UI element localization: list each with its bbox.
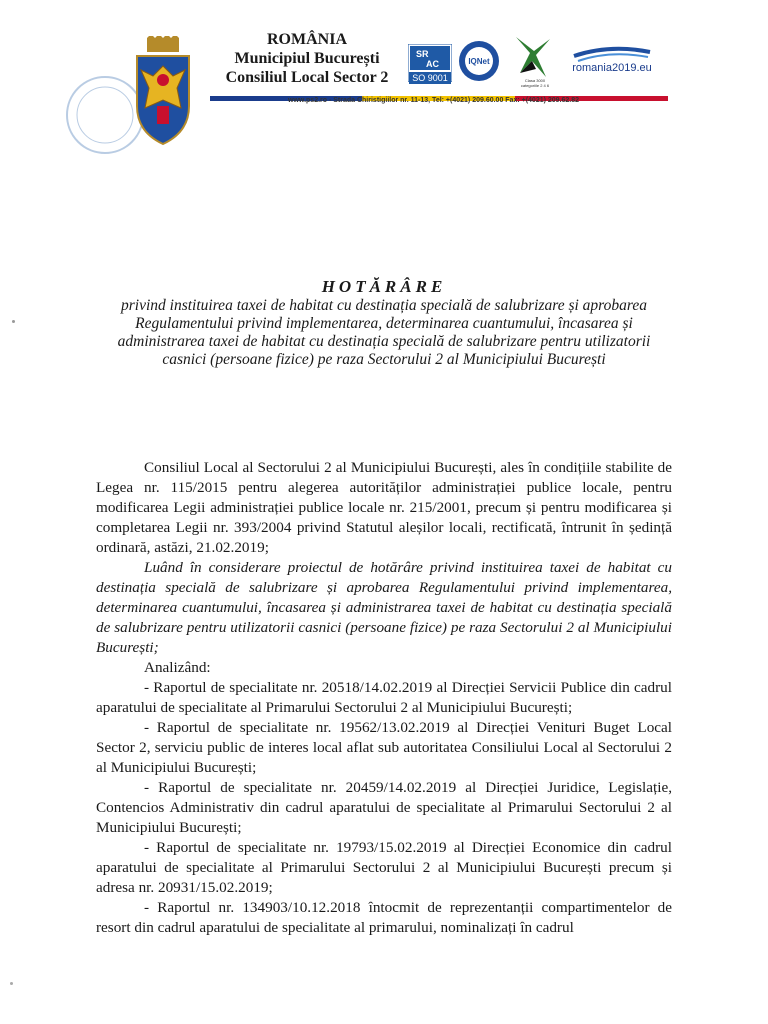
coat-of-arms-icon [133,36,193,148]
analyzing-heading: Analizând: [144,659,211,676]
document-subtitle [100,297,668,369]
romania2019-label: romania2019.eu [572,62,652,74]
subtitle-line: Regulamentului privind implementarea, determinarea cuantumului, încasarea și [135,315,633,332]
iqnet-text: IQNet [468,57,490,66]
report-item: - Raportul nr. 134903/10.12.2018 întocmit de reprezentanții compartimentelor de resort din cadrul aparatului de specialitate al primarului, nominalizați în cadrul [96,899,672,936]
document-title: HOTĂRÂRE [321,277,447,296]
scan-speck [10,982,13,985]
municipality-name: Municipiul București [234,50,380,67]
class-line-2: categoriile 2 4 6 [520,83,550,88]
document-body [96,458,672,938]
report-item: - Raportul de specialitate nr. 20518/14.02.2019 al Direcției Servicii Publice din cadrul aparatului de specialitate al Primarului Sectorului 2 al Municipiului București; [96,679,672,716]
srac-iso-label: SO 9001 [409,72,451,84]
iqnet-logo-icon [458,40,500,82]
letterhead [0,0,768,160]
council-name: Consiliul Local Sector 2 [225,69,389,86]
srac-mid-text: AC [426,59,439,69]
class-line-1: Clasa 3000 [524,78,546,83]
subtitle-line: privind instituirea taxei de habitat cu destinația specială de salubrizare și aprobarea [121,297,647,314]
scan-speck [12,320,15,323]
report-item: - Raportul de specialitate nr. 20459/14.02.2019 al Direcției Juridice, Legislație, Contencios Administrativ din cadrul aparatului de specialitate al Primarului Sectorului 2 al Municipiului București; [96,779,672,836]
subtitle-line: administrarea taxei de habitat cu destinația specială de salubrizare pentru utilizatorii [117,333,651,350]
paragraph-considering: Luând în considerare proiectul de hotărâre privind instituirea taxei de habitat cu destinația specială de salubrizare și aprobarea Regulamentului privind implementarea, determinarea cuantumului, încasarea și administrarea taxei de habitat cu destinația specială de salubrizare pentru utilizatorii casnici (persoane fizice) pe raza Sectorului 2 al Municipiului București; [96,559,672,656]
srac-top-text: SR [416,49,429,59]
institution-name [222,30,392,87]
tricolor-bar [210,88,668,93]
class-certification-label [513,78,557,88]
subtitle-line: casnici (persoane fizice) pe raza Sectorului 2 al Municipiului București [162,351,606,368]
paragraph-council: Consiliul Local al Sectorului 2 al Municipiului București, ales în condițiile stabilite de Legea nr. 115/2015 pentru alegerea autorităților administrației publice locale, pentru modificarea Legii administrației publice locale nr. 215/2001, precum și pentru modificarea și completarea Legii nr. 393/2004 privind Statutul aleșilor locali, rectificată, întrunit în ședință ordinară, astăzi, 21.02.2019; [96,459,672,556]
country-name: ROMÂNIA [267,31,347,48]
contact-address: www.ps2.ro - Strada Chiristigiilor nr. 11-13, Tel: +(4021) 209.60.00 Fax: +(4021) 209.62.82 [288,97,580,104]
report-item: - Raportul de specialitate nr. 19562/13.02.2019 al Direcției Venituri Buget Local Sector 2, serviciu public de interes local aflat sub autoritatea Consiliului Local al Sectorului 2 al Municipiului București; [96,719,672,776]
report-item: - Raportul de specialitate nr. 19793/15.02.2019 al Direcției Economice din cadrul aparatului de specialitate al Primarului Sectorului 2 al Municipiului București precum și adresa nr. 20931/15.02.2019; [96,839,672,896]
